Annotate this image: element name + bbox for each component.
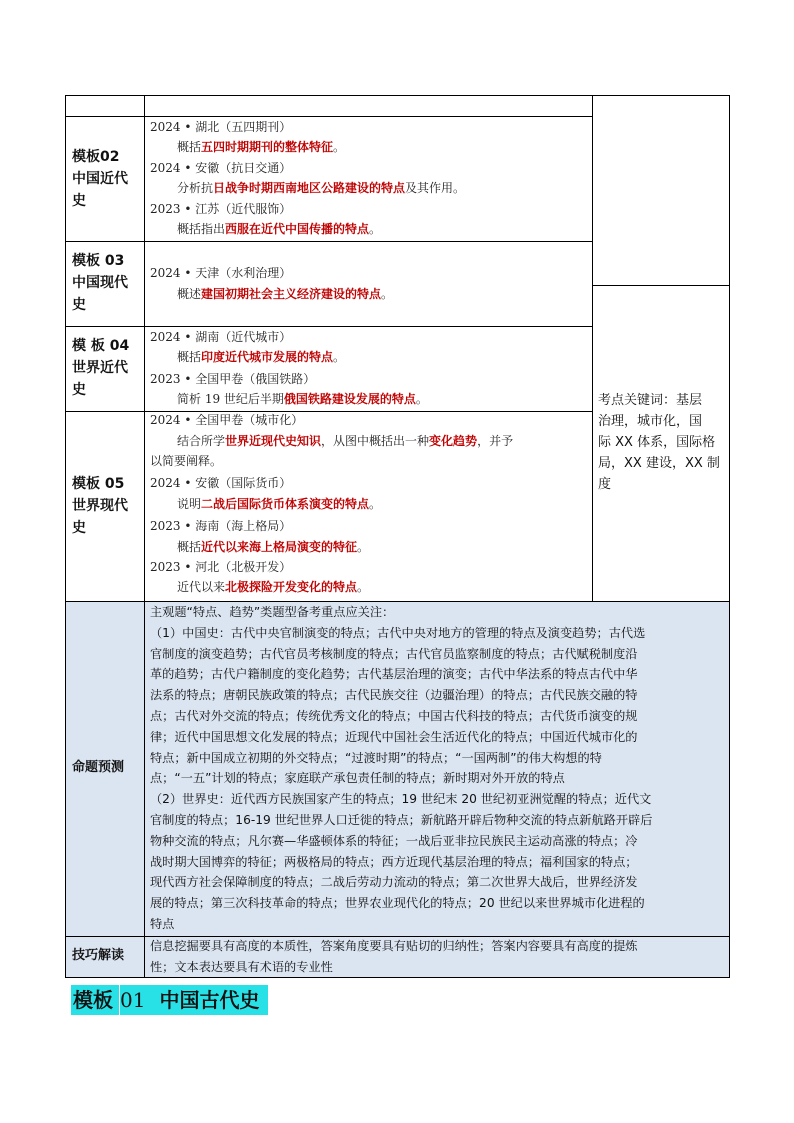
item-title: 2024 • 湖北（五四期刊） bbox=[150, 120, 292, 134]
item-question: 概括近代以来海上格局演变的特征。 bbox=[177, 540, 370, 554]
item-title: 2024 • 全国甲卷（城市化） bbox=[150, 413, 304, 427]
item-question: 概括指出西服在近代中国传播的特点。 bbox=[177, 222, 382, 236]
tips-text: 信息挖掘要具有高度的本质性，答案角度要具有贴切的归纳性；答案内容要具有高度的提炼 性；文本表达要具有术语的专业性 bbox=[150, 939, 638, 974]
item-question: 概述建国初期社会主义经济建设的特点。 bbox=[177, 287, 394, 301]
row-label-modern-chinese: 模板02 中国近代 史 bbox=[72, 149, 128, 209]
item-question: 分析抗日战争时期西南地区公路建设的特点及其作用。 bbox=[177, 181, 466, 195]
item-title: 2024 • 安徽（抗日交通） bbox=[150, 161, 292, 175]
item-question: 结合所学世界近现代史知识，从图中概括出一种变化趋势，并予 bbox=[177, 434, 514, 448]
item-title: 2023 • 河北（北极开发） bbox=[150, 560, 292, 574]
item-question: 概括五四时期期刊的整体特征。 bbox=[177, 140, 346, 154]
prediction-label: 命题预测 bbox=[72, 760, 125, 775]
keywords-cell: 考点关键词：基层 治理，城市化，国 际 XX 体系，国际格 局，XX 建设，XX 制 度 bbox=[598, 393, 720, 492]
row-label-contemporary-world: 模板 05 世界现代 史 bbox=[72, 476, 128, 536]
row-label-modern-world: 模 板 04 世界近代 史 bbox=[72, 338, 130, 398]
section-heading-prefix: 模板 bbox=[71, 985, 119, 1015]
item-question: 近代以来北极探险开发变化的特点。 bbox=[177, 580, 370, 594]
item-title: 2024 • 湖南（近代城市） bbox=[150, 330, 292, 344]
item-title: 2023 • 全国甲卷（俄国铁路） bbox=[150, 372, 316, 386]
item-question: 简析 19 世纪后半期俄国铁路建设发展的特点。 bbox=[177, 392, 428, 406]
tips-label: 技巧解读 bbox=[72, 948, 125, 963]
item-title: 2024 • 安徽（国际货币） bbox=[150, 476, 292, 490]
item-title: 2023 • 江苏（近代服饰） bbox=[150, 202, 292, 216]
item-question: 说明二战后国际货币体系演变的特点。 bbox=[177, 497, 382, 511]
item-title: 2023 • 海南（海上格局） bbox=[150, 519, 292, 533]
item-title: 2024 • 天津（水利治理） bbox=[150, 266, 292, 280]
prediction-text: 主观题“特点、趋势”类题型备考重点应关注： （1）中国史：古代中央官制演变的特点；古代中央对地方的管理的特点及演变趋势；古代选 官制度的演变趋势；古代官员考核制度的特点；古代官员监察制度的特点；古代赋税制度沿 革的趋势；古代户籍制度的变化趋势；古代基层治理的演变；古代中华法系的特点古代中华 法系的特点；唐朝民族政策的特点；古代民族交往（边疆治理）的特点；古代民族交融的特 点；古代对外交流的特点；传统优秀文化的特点；中国古代科技的特点；古代货币演变的规 律；近代中国思想文化发展的特点；近现代中国社会生活近代化的特点；中国近代城市化的 特点；新中国成立初期的外交特点；“过渡时期”的特点；“一国两制”的伟大构想的特 点；“一五”计划的特点；家庭联产承包责任制的特点；新时期对外开放的特点 （2）世界史：近代西方民族国家产生的特点；19 世纪末 20 世纪初亚洲觉醒的特点；近代文 官制度的特点；16-19 世纪世界人口迁徙的特点；新航路开辟后物种交流的特点新航路开辟后 物种交流的特点；凡尔赛—华盛顿体系的特征；一战后亚非拉民族民主运动高涨的特点；冷 战时期大国博弈的特征；两极格局的特点；西方近现代基层治理的特点；福利国家的特点； 现代西方社会保障制度的特点；二战后劳动力流动的特点；第二次世界大战后，世界经济发 展的特点；第三次科技革命的特点；世界农业现代化的特点；20 世纪以来世界城市化进程的 特点 bbox=[150, 605, 653, 931]
item-question-continued: 以简要阐释。 bbox=[150, 454, 223, 468]
row-label-contemporary-chinese: 模板 03 中国现代 史 bbox=[72, 253, 128, 313]
section-heading-title: 01 中国古代史 bbox=[120, 985, 268, 1015]
item-question: 概括印度近代城市发展的特点。 bbox=[177, 350, 346, 364]
